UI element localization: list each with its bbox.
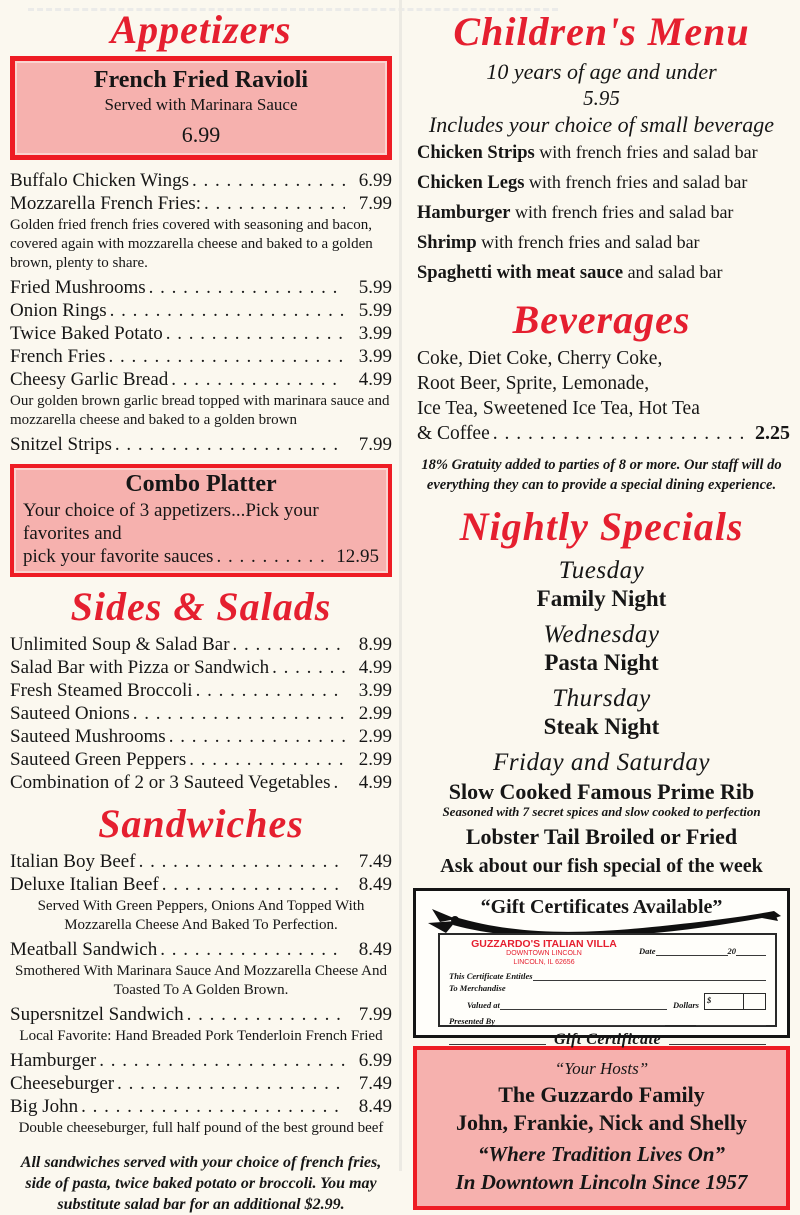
certificate-header-row (449, 938, 766, 967)
business-name: GUZZARDO'S ITALIAN VILLA (471, 938, 617, 950)
item-name: Cheesy Garlic Bread (10, 369, 169, 390)
beverages-last-item: & Coffee (417, 423, 490, 444)
dot-leader (99, 1049, 345, 1072)
item-price: 2.99 (358, 749, 392, 770)
menu-item-row (10, 192, 392, 215)
item-price: 5.99 (358, 300, 392, 321)
dot-leader (117, 1072, 345, 1095)
item-name: Sauteed Mushrooms (10, 726, 166, 747)
item-name: Buffalo Chicken Wings (10, 170, 190, 191)
menu-item-row (10, 1003, 392, 1026)
item-name: Snitzel Strips (10, 434, 112, 455)
menu-item-row (10, 725, 392, 748)
business-address-line: LINCOLN, IL 62656 (513, 958, 575, 966)
special-name: Family Night (536, 586, 667, 611)
gratuity-note: 18% Gratuity added to parties of 8 or more. Our staff will do everything they can to provide a special dining experience. (421, 457, 782, 493)
special-name: Pasta Night (544, 650, 659, 675)
gift-certificate-script-label: Gift Certificate (553, 1031, 662, 1048)
dot-leader (187, 1003, 345, 1026)
item-price: 3.99 (358, 323, 392, 344)
dot-leader (133, 702, 345, 725)
item-description: Golden fried french fries covered with seasoning and bacon, covered again with mozzarella cheese and baked to a golden brown, plenty to share. (10, 217, 373, 271)
certificate-footer-row (449, 1031, 766, 1049)
item-name: Fried Mushrooms (10, 277, 146, 298)
dot-leader (166, 322, 345, 345)
hosts-quote: “Your Hosts” (554, 1059, 649, 1078)
menu-item-row (10, 169, 392, 192)
business-address-line: DOWNTOWN LINCOLN (506, 950, 582, 957)
childrens-item-name: Spaghetti with meat sauce (417, 263, 624, 283)
item-description: Served With Green Peppers, Onions And Topped With Mozzarella Cheese And Baked To Perfection. (37, 898, 365, 933)
sandwiches-footnote: All sandwiches served with your choice of french fries, side of pasta, twice baked potato or broccoli. You may substitute salad bar for an additional $2.99. (20, 1154, 382, 1213)
prime-rib-special: Slow Cooked Famous Prime Rib (448, 779, 755, 804)
combo-platter-title: Combo Platter (125, 471, 277, 497)
signature-line (696, 1016, 766, 1026)
item-name: Sauteed Green Peppers (10, 749, 187, 770)
your-hosts-box (413, 1046, 790, 1210)
beverages-line: Root Beer, Sprite, Lemonade, (417, 373, 650, 394)
menu-item-row (10, 873, 392, 896)
hosts-family-name: The Guzzardo Family (498, 1082, 705, 1107)
featured-item-name: French Fried Ravioli (93, 67, 309, 93)
item-name: Italian Boy Beef (10, 851, 136, 872)
combo-platter-box (10, 464, 392, 577)
item-name: Cheeseburger (10, 1073, 115, 1094)
menu-item-row (10, 702, 392, 725)
item-name: Combination of 2 or 3 Sauteed Vegetables (10, 772, 331, 793)
childrens-item-detail: and salad bar (623, 262, 723, 282)
childrens-menu-note: Includes your choice of small beverage (428, 112, 775, 137)
beverages-line: Ice Tea, Sweetened Ice Tea, Hot Tea (417, 398, 700, 419)
childrens-menu-subtitle: 10 years of age and under (486, 59, 717, 84)
combo-platter-price: 12.95 (336, 546, 379, 567)
childrens-item (413, 168, 790, 198)
merchandise-label: To Merchandise (449, 983, 506, 993)
appetizers-title: Appetizers (110, 7, 292, 52)
item-price: 4.99 (358, 772, 392, 793)
menu-item-row (10, 433, 392, 456)
childrens-item-name: Chicken Strips (417, 143, 535, 163)
column-divider (399, 0, 402, 1171)
menu-item-row (10, 322, 392, 345)
footer-line-right (669, 1035, 766, 1045)
item-name: Supersnitzel Sandwich (10, 1004, 184, 1025)
childrens-item-name: Chicken Legs (417, 173, 525, 193)
gift-certificates-heading: “Gift Certificates Available” (480, 896, 723, 918)
childrens-item (413, 258, 790, 288)
nightly-specials-title: Nightly Specials (459, 504, 744, 549)
featured-item-price: 6.99 (181, 122, 221, 147)
presented-label: Presented By (449, 1016, 496, 1026)
menu-item-row (10, 679, 392, 702)
dot-leader (189, 748, 345, 771)
footer-line-left (449, 1035, 546, 1045)
dollars-label: Dollars (673, 1000, 699, 1010)
item-price: 8.99 (358, 634, 392, 655)
item-price: 7.99 (358, 193, 392, 214)
gift-certificates-box (413, 888, 790, 1048)
menu-item-row (10, 771, 392, 794)
childrens-item-name: Shrimp (417, 233, 477, 253)
date-row (639, 946, 766, 956)
date-label: Date (639, 946, 656, 956)
item-name: Unlimited Soup & Salad Bar (10, 634, 230, 655)
hosts-members: John, Frankie, Nick and Shelly (456, 1110, 747, 1135)
item-price: 3.99 (358, 680, 392, 701)
item-description: Double cheeseburger, full half pound of the best ground beef (18, 1120, 384, 1136)
childrens-item-detail: with french fries and salad bar (476, 232, 700, 252)
date-line (656, 946, 728, 956)
dot-leader (110, 299, 345, 322)
item-name: Mozzarella French Fries: (10, 193, 201, 214)
menu-item-row (10, 748, 392, 771)
childrens-item-detail: with french fries and salad bar (510, 202, 734, 222)
childrens-item-name: Hamburger (417, 203, 511, 223)
hosts-location-motto: In Downtown Lincoln Since 1957 (455, 1170, 748, 1194)
dot-leader (149, 276, 345, 299)
dot-leader (204, 192, 345, 215)
item-name: Meatball Sandwich (10, 939, 158, 960)
entitles-row (449, 971, 766, 981)
item-price: 6.99 (358, 170, 392, 191)
entitles-label: This Certificate Entitles (449, 971, 533, 981)
dot-leader (109, 345, 345, 368)
beverages-price-row (413, 421, 790, 446)
item-name: Fresh Steamed Broccoli (10, 680, 193, 701)
right-column (413, 0, 790, 1210)
combo-platter-price-row (23, 545, 379, 568)
item-price: 7.49 (358, 1073, 392, 1094)
item-name: French Fries (10, 346, 106, 367)
item-description: Smothered With Marinara Sauce And Mozzarella Cheese And Toasted To A Golden Brown. (15, 963, 387, 998)
lobster-special: Lobster Tail Broiled or Fried (465, 824, 738, 849)
dot-leader (216, 545, 332, 568)
item-name: Twice Baked Potato (10, 323, 163, 344)
menu-item-row (10, 1095, 392, 1118)
dot-leader (272, 656, 345, 679)
menu-item-row (10, 368, 392, 391)
item-name: Salad Bar with Pizza or Sandwich (10, 657, 270, 678)
dot-leader (233, 633, 345, 656)
item-price: 8.49 (358, 874, 392, 895)
fish-special-note: Ask about our fish special of the week (440, 855, 763, 877)
item-price: 4.99 (358, 369, 392, 390)
dot-leader (493, 421, 743, 446)
sandwiches-title: Sandwiches (98, 801, 304, 846)
item-price: 7.99 (358, 434, 392, 455)
dot-leader (139, 850, 345, 873)
menu-item-row (10, 276, 392, 299)
certificate-business-block (449, 938, 639, 967)
year-prefix: 20 (727, 946, 736, 956)
special-day: Thursday (552, 685, 651, 712)
combo-platter-text: Your choice of 3 appetizers...Pick your favorites and (23, 500, 319, 544)
dot-leader (160, 938, 345, 961)
year-line (736, 946, 766, 956)
dot-leader (333, 771, 345, 794)
entitles-line (533, 971, 766, 981)
featured-item-box (10, 56, 392, 160)
menu-item-row (10, 656, 392, 679)
valued-row (449, 993, 766, 1010)
item-price: 7.99 (358, 1004, 392, 1025)
dot-leader (169, 725, 345, 748)
item-name: Onion Rings (10, 300, 107, 321)
item-price: 8.49 (358, 939, 392, 960)
item-price: 8.49 (358, 1096, 392, 1117)
menu-item-row (10, 299, 392, 322)
hosts-motto: “Where Tradition Lives On” (477, 1142, 726, 1166)
item-name: Big John (10, 1096, 79, 1117)
prime-rib-description: Seasoned with 7 secret spices and slow cooked to perfection (442, 804, 761, 819)
childrens-menu-title: Children's Menu (453, 9, 750, 54)
valued-label: Valued at (467, 1000, 500, 1010)
childrens-item (413, 138, 790, 168)
item-name: Deluxe Italian Beef (10, 874, 159, 895)
special-day: Wednesday (543, 621, 660, 648)
beverages-title: Beverages (512, 297, 691, 342)
item-name: Hamburger (10, 1050, 97, 1071)
dot-leader (171, 368, 345, 391)
special-day: Tuesday (558, 557, 645, 584)
left-column (10, 0, 392, 1215)
menu-item-row (10, 938, 392, 961)
dot-leader (115, 433, 345, 456)
special-name: Steak Night (543, 714, 660, 739)
childrens-item-detail: with french fries and salad bar (524, 172, 748, 192)
item-price: 7.49 (358, 851, 392, 872)
menu-item-row (10, 345, 392, 368)
beverages-price: 2.25 (755, 422, 790, 444)
item-price: 4.99 (358, 657, 392, 678)
sides-salads-title: Sides & Salads (70, 584, 332, 629)
item-price: 6.99 (358, 1050, 392, 1071)
valued-line (500, 1000, 667, 1010)
presented-row (449, 1016, 766, 1026)
item-description: Local Favorite: Hand Breaded Pork Tenderloin French Fried (19, 1028, 383, 1044)
menu-item-row (10, 1072, 392, 1095)
dot-leader (81, 1095, 345, 1118)
featured-item-subtitle: Served with Marinara Sauce (104, 95, 298, 114)
dot-leader (192, 169, 345, 192)
special-day-weekend: Friday and Saturday (493, 749, 710, 776)
menu-item-row (10, 633, 392, 656)
item-description: Our golden brown garlic bread topped with marinara sauce and mozzarella cheese and baked to a golden brown (10, 393, 390, 428)
dot-leader (162, 873, 345, 896)
beverages-line: Coke, Diet Coke, Cherry Coke, (417, 348, 663, 369)
childrens-menu-price: 5.95 (583, 86, 620, 110)
childrens-item (413, 228, 790, 258)
presented-line (495, 1016, 665, 1026)
cents-cell (744, 994, 765, 1009)
dollar-sign: $ (705, 994, 744, 1009)
childrens-item (413, 198, 790, 228)
item-price: 5.99 (358, 277, 392, 298)
certificate-card (438, 933, 777, 1048)
menu-item-row (10, 1049, 392, 1072)
menu-item-row (10, 850, 392, 873)
item-price: 2.99 (358, 726, 392, 747)
item-price: 2.99 (358, 703, 392, 724)
combo-platter-text2: pick your favorite sauces (23, 546, 214, 567)
childrens-item-detail: with french fries and salad bar (534, 142, 758, 162)
dot-leader (196, 679, 345, 702)
item-name: Sauteed Onions (10, 703, 130, 724)
item-price: 3.99 (358, 346, 392, 367)
dollar-amount-box (704, 993, 766, 1010)
